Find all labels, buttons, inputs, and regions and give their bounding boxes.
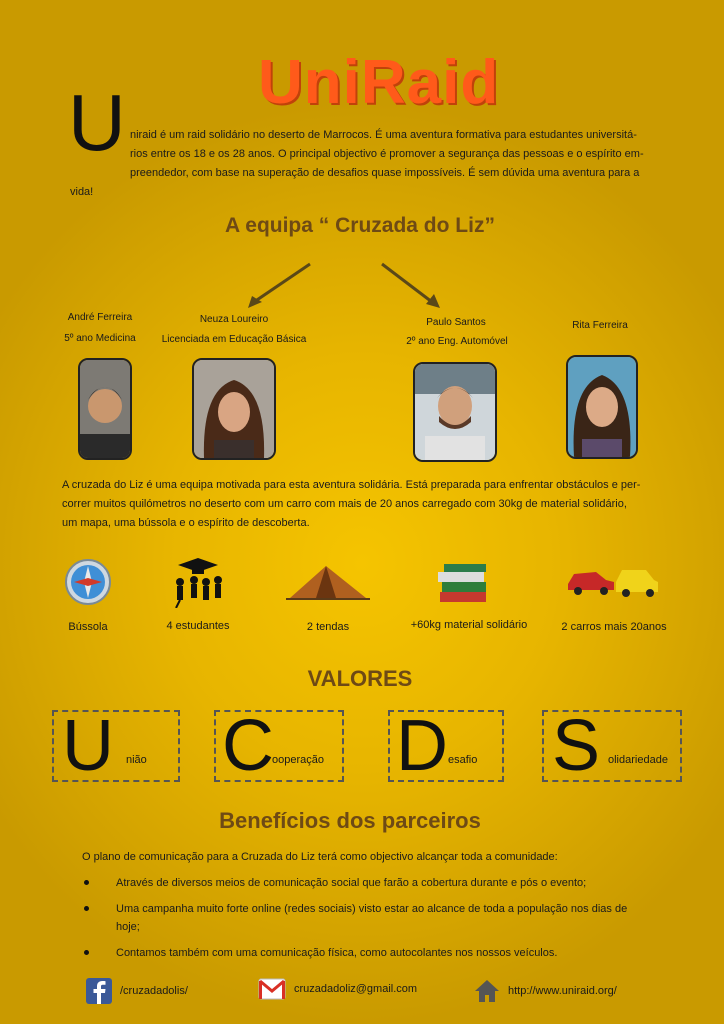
tent-icon: [286, 562, 370, 602]
intro-paragraph: [70, 126, 660, 202]
bullet-icon: [84, 906, 89, 911]
cars-icon: [566, 564, 660, 598]
website-contact[interactable]: [474, 978, 617, 1004]
value-letter: S: [552, 706, 601, 786]
value-word: esafio: [448, 754, 478, 766]
home-icon: [474, 978, 500, 1004]
benefits-intro: O plano de comunicação para a Cruzada do Liz terá como objectivo alcançar toda a comunidade:: [82, 851, 558, 863]
email-link[interactable]: cruzadadoliz@gmail.com: [294, 983, 418, 995]
value-box: [542, 706, 682, 786]
values-title: VALORES: [307, 666, 413, 691]
benefits-title: Benefícios dos parceiros: [219, 808, 481, 833]
value-letter: U: [62, 706, 114, 786]
member-photo: [566, 355, 638, 459]
value-box: [214, 706, 344, 786]
equipment-label: +60kg material solidário: [410, 619, 528, 631]
list-item-text: Contamos também com uma comunicação física, como autocolantes nos nossos veículos.: [116, 947, 558, 959]
member-photo: [413, 362, 497, 462]
member-photo: [192, 358, 276, 460]
books-icon: [436, 562, 492, 608]
uniraid-logo: UniRaid: [258, 48, 500, 117]
facebook-contact[interactable]: [86, 978, 188, 1004]
paragraph-line: um mapa, uma bússola e o espírito de descoberta.: [62, 517, 310, 529]
member-photo: [78, 358, 132, 460]
member-name: Neuza Loureiro: [199, 314, 269, 325]
gmail-icon: [258, 978, 286, 1000]
team-title: A equipa “ Cruzada do Liz”: [225, 214, 495, 237]
list-item-text: Através de diversos meios de comunicação social que farão a cobertura durante e pós o evento;: [116, 877, 587, 889]
member-name: Paulo Santos: [426, 317, 486, 328]
list-item: [84, 944, 654, 962]
list-item: [84, 900, 654, 936]
equipment-label: Bússola: [68, 621, 108, 633]
intro-line: vida!: [70, 186, 94, 198]
member-desc: Licenciada em Educação Básica: [161, 334, 307, 345]
intro-line: preendedor, com base na superação de desafios quase impossíveis. É sem dúvida uma aventura para a: [130, 167, 640, 179]
website-link[interactable]: http://www.uniraid.org/: [508, 985, 617, 997]
value-box: [52, 706, 180, 786]
team-paragraph: [62, 476, 666, 533]
intro-line: rios entre os 18 e os 28 anos. O principal objectivo é promover a segurança das pessoas e o espírito em-: [130, 148, 644, 160]
member-name: André Ferreira: [67, 312, 133, 323]
list-item-text: Uma campanha muito forte online (redes sociais) visto estar ao alcance de toda a população nos dias de hoje;: [116, 903, 628, 933]
paragraph-line: A cruzada do Liz é uma equipa motivada para esta aventura solidária. Está preparada para enfrentar obstáculos e per-: [62, 479, 641, 491]
equipment-label: 2 carros mais 20anos: [561, 621, 667, 633]
value-word: nião: [126, 754, 147, 766]
drop-cap-letter: U: [68, 78, 126, 167]
facebook-icon: [86, 978, 112, 1004]
member-name: Rita Ferreira: [572, 320, 628, 331]
value-word: olidariedade: [608, 754, 668, 766]
member-desc: 5º ano Medicina: [64, 333, 136, 344]
arrows-graphic: [240, 258, 450, 314]
bullet-icon: [84, 880, 89, 885]
equipment-label: 4 estudantes: [166, 620, 230, 632]
value-word: ooperação: [272, 754, 324, 766]
bullet-icon: [84, 950, 89, 955]
value-letter: C: [222, 706, 274, 786]
member-desc: 2º ano Eng. Automóvel: [406, 336, 508, 347]
graduates-icon: [168, 556, 228, 608]
value-letter: D: [396, 706, 448, 786]
compass-icon: [64, 558, 112, 606]
paragraph-line: correr muitos quilómetros no deserto com um carro com mais de 20 anos carregado com 30kg de material solidário,: [62, 498, 627, 510]
value-box: [388, 706, 504, 786]
equipment-label: 2 tendas: [306, 621, 350, 633]
email-contact[interactable]: [258, 978, 417, 1000]
list-item: [84, 874, 654, 892]
intro-line: niraid é um raid solidário no deserto de Marrocos. É uma aventura formativa para estudantes universitá-: [130, 129, 637, 141]
benefits-list: [84, 874, 654, 970]
facebook-link[interactable]: /cruzadadolis/: [120, 985, 188, 997]
